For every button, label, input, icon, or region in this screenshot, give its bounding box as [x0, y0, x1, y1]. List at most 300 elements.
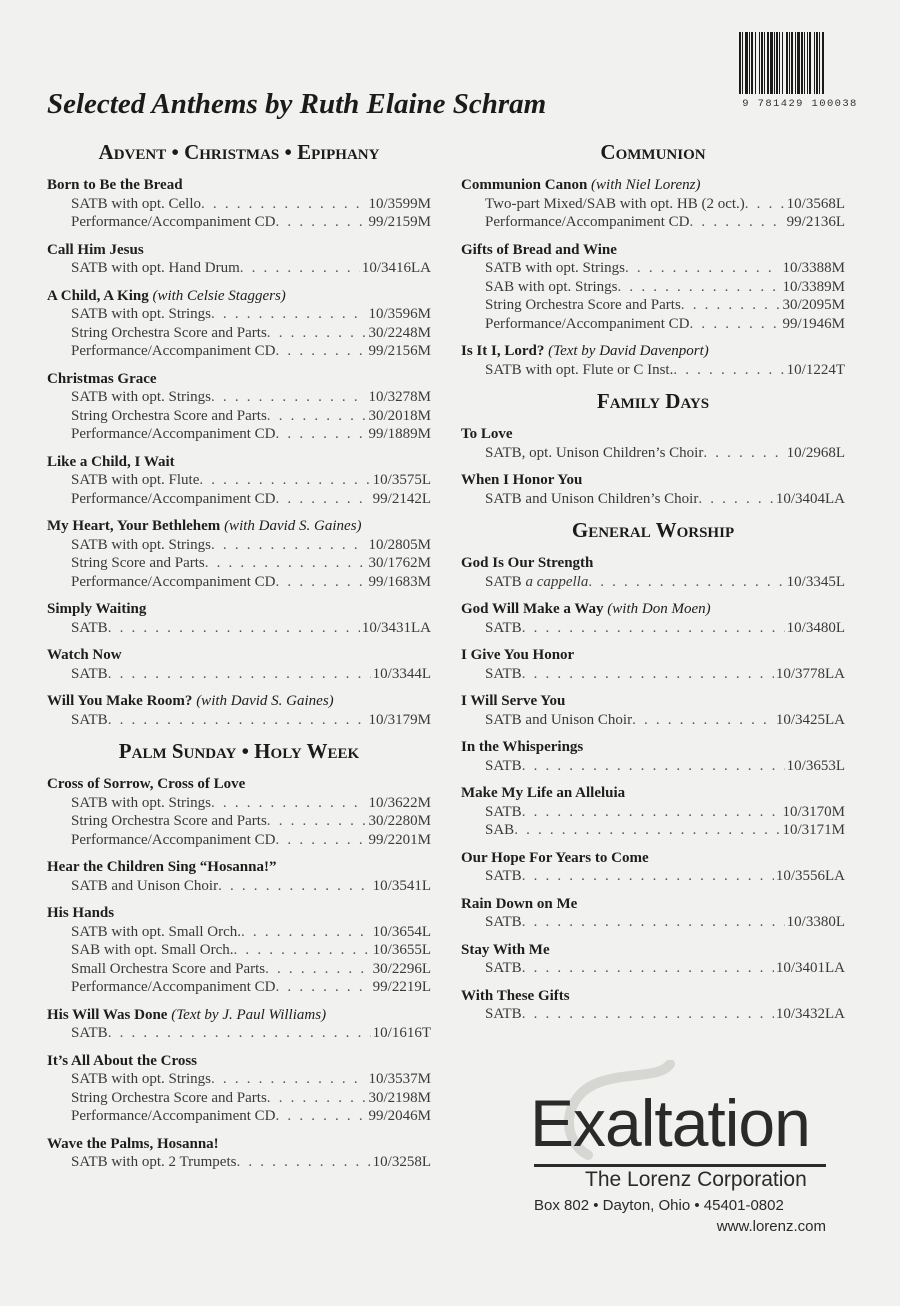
anthem-name: With These Gifts [461, 987, 570, 1004]
anthem-entry [47, 1052, 431, 1126]
anthem-entry [461, 176, 845, 232]
edition-label [71, 877, 218, 896]
edition-voicing: SATB [71, 619, 108, 636]
anthem-name: Will You Make Room? [47, 693, 193, 709]
anthem-name: God Will Make a Way [461, 601, 604, 617]
anthem-entry [461, 425, 845, 462]
dot-leader [265, 960, 371, 979]
edition-label [71, 941, 234, 960]
edition-voicing: SATB [485, 1006, 522, 1022]
edition-row [47, 407, 431, 426]
dot-leader [690, 315, 781, 334]
edition-label [485, 573, 588, 592]
edition-label [485, 665, 522, 684]
anthem-entry [47, 775, 431, 849]
edition-label [71, 324, 267, 343]
edition-label [485, 821, 514, 840]
right-column [461, 140, 845, 1034]
dot-leader [673, 361, 784, 380]
edition-code: 99/1683M [368, 573, 431, 590]
edition-code: 10/3599M [368, 195, 431, 212]
edition-code: 10/3537M [368, 1071, 431, 1087]
edition-row [461, 195, 845, 214]
edition-label [71, 213, 276, 232]
anthem-name: Simply Waiting [47, 601, 147, 617]
edition-row [47, 388, 431, 407]
edition-voicing: SATB with opt. Strings [71, 794, 212, 811]
edition-label [71, 1153, 236, 1172]
anthem-title [461, 600, 845, 619]
anthem-title [461, 425, 845, 444]
anthem-name: Make My Life an Alleluia [461, 785, 626, 801]
dot-leader [522, 959, 774, 978]
edition-code: 99/2201M [368, 831, 431, 848]
dot-leader [218, 877, 371, 896]
anthem-title [47, 775, 431, 794]
dot-leader [234, 941, 371, 960]
anthem-name: Our Hope For Years to Come [461, 849, 649, 866]
edition-row [461, 213, 845, 232]
edition-row [461, 315, 845, 334]
edition-row [461, 444, 845, 463]
edition-code: 99/2159M [368, 214, 431, 230]
edition-voicing: SAB with opt. Strings [485, 278, 618, 295]
edition-row [47, 978, 431, 997]
edition-voicing: SATB [71, 665, 108, 682]
edition-voicing: Performance/Accompaniment CD [71, 573, 276, 590]
anthem-title [461, 738, 845, 757]
anthem-entry [47, 241, 431, 278]
dot-leader [698, 490, 773, 509]
anthem-entry [461, 692, 845, 729]
anthem-name: His Will Was Done [47, 1006, 168, 1023]
anthem-title [461, 471, 845, 490]
anthem-entry [47, 453, 431, 509]
dot-leader [267, 324, 367, 343]
edition-label [485, 259, 625, 278]
edition-label [71, 831, 276, 850]
dot-leader [618, 278, 781, 297]
edition-row [47, 1107, 431, 1126]
publisher-website: www.lorenz.com [716, 1218, 826, 1235]
anthem-entry [461, 987, 845, 1024]
edition-label [485, 315, 690, 334]
anthem-name: His Hands [47, 905, 115, 921]
edition-label [485, 867, 522, 886]
edition-label [485, 296, 681, 315]
dot-leader [625, 259, 780, 278]
edition-voicing: SATB and Unison Choir [485, 711, 633, 728]
publisher-corporation: The Lorenz Corporation [585, 1168, 807, 1191]
edition-label [71, 812, 267, 831]
barcode [735, 28, 865, 122]
anthem-title [47, 176, 431, 195]
publisher-name: Exaltation [530, 1086, 810, 1160]
edition-voicing: Performance/Accompaniment CD [71, 490, 276, 507]
anthem-title [461, 646, 845, 665]
anthem-name: Call Him Jesus [47, 241, 144, 258]
anthem-entry [461, 471, 845, 508]
anthem-name: Rain Down on Me [461, 895, 578, 912]
edition-label [485, 913, 522, 932]
edition-row [47, 960, 431, 979]
edition-label [485, 490, 698, 509]
edition-voicing: SATB with opt. Strings [71, 389, 212, 405]
edition-label [485, 213, 690, 232]
edition-code: 99/1889M [368, 426, 431, 442]
edition-row [47, 213, 431, 232]
anthem-name: Cross of Sorrow, Cross of Love [47, 776, 246, 792]
edition-code: 10/3258L [372, 1154, 431, 1170]
edition-voicing: SATB [485, 868, 522, 884]
edition-label [485, 195, 745, 214]
edition-voicing: SATB with opt. Cello [71, 195, 202, 212]
edition-voicing: Performance/Accompaniment CD [71, 343, 276, 359]
anthem-title [47, 600, 431, 619]
page-title: Selected Anthems by Ruth Elaine Schram [47, 88, 547, 120]
anthem-title [461, 941, 845, 960]
edition-code: 30/1762M [368, 555, 431, 571]
anthem-title [47, 241, 431, 260]
anthem-title [47, 453, 431, 472]
edition-voicing: SATB [485, 960, 522, 976]
anthem-entry [461, 849, 845, 886]
edition-voicing: Performance/Accompaniment CD [485, 214, 690, 230]
edition-row [461, 867, 845, 886]
edition-row [47, 794, 431, 813]
anthem-entry [47, 646, 431, 683]
edition-row [461, 1005, 845, 1024]
edition-label [485, 1005, 522, 1024]
edition-voicing: SATB [485, 803, 522, 820]
dot-leader [240, 259, 360, 278]
dot-leader [267, 407, 367, 426]
edition-label [485, 444, 703, 463]
edition-row [461, 361, 845, 380]
edition-voicing: Two-part Mixed/SAB with opt. HB (2 oct.) [485, 195, 745, 212]
section-heading: Palm Sunday • Holy Week [118, 739, 360, 763]
catalog-section [461, 389, 845, 508]
anthem-title [461, 692, 845, 711]
dot-leader [276, 573, 367, 592]
edition-label [71, 407, 267, 426]
edition-label [485, 757, 522, 776]
dot-leader [276, 425, 367, 444]
edition-voicing: Performance/Accompaniment CD [71, 214, 276, 230]
anthem-title [47, 1135, 431, 1154]
edition-code: 10/3179M [368, 711, 431, 728]
anthem-entry [47, 176, 431, 232]
edition-code: 30/2018M [368, 407, 431, 424]
edition-row [47, 831, 431, 850]
dot-leader [267, 812, 367, 831]
edition-voicing: SATB with opt. Strings [485, 260, 626, 276]
anthem-title [461, 241, 845, 260]
edition-row [47, 711, 431, 730]
anthem-entry [47, 287, 431, 361]
edition-voicing: String Score and Parts [71, 555, 205, 571]
edition-voicing: Performance/Accompaniment CD [71, 426, 276, 442]
edition-code: 10/3480L [786, 619, 845, 636]
dot-leader [108, 711, 367, 730]
edition-voicing: SATB with opt. 2 Trumpets [71, 1154, 237, 1170]
edition-voicing: SATB [71, 711, 108, 728]
anthem-name: Christmas Grace [47, 370, 157, 387]
anthem-title [47, 1052, 431, 1071]
edition-label [71, 923, 241, 942]
anthem-entry [461, 941, 845, 978]
edition-row [47, 573, 431, 592]
dot-leader [267, 1089, 367, 1108]
anthem-entry [461, 895, 845, 932]
anthem-entry [47, 517, 431, 591]
edition-voicing: SATB [485, 573, 522, 590]
edition-voicing: Performance/Accompaniment CD [71, 979, 276, 995]
anthem-name: My Heart, Your Bethlehem [47, 518, 221, 534]
edition-label [71, 978, 276, 997]
anthem-credit: (Text by David Davenport) [548, 343, 709, 359]
edition-voicing: SATB with opt. Flute or C Inst. [485, 361, 674, 378]
edition-label [71, 1070, 211, 1089]
edition-row [461, 821, 845, 840]
edition-label [71, 573, 276, 592]
edition-row [461, 573, 845, 592]
edition-row [47, 554, 431, 573]
anthem-name: It’s All About the Cross [47, 1052, 198, 1069]
left-column [47, 140, 431, 1182]
edition-code: 99/1946M [782, 315, 845, 332]
anthem-title [47, 858, 431, 877]
barcode-number: 9 781429 100038 [742, 98, 858, 110]
edition-code: 10/3171M [782, 822, 845, 838]
edition-voicing: SATB with opt. Hand Drum [71, 260, 240, 276]
anthem-entry [461, 646, 845, 683]
edition-row [47, 305, 431, 324]
edition-code: 10/3778LA [775, 665, 845, 682]
anthem-name: Hear the Children Sing “Hosanna!” [47, 859, 277, 875]
edition-label [71, 425, 276, 444]
edition-code: 30/2198M [368, 1089, 431, 1106]
anthem-name: To Love [461, 426, 513, 442]
anthem-entry [47, 370, 431, 444]
anthem-name: God Is Our Strength [461, 555, 594, 571]
anthem-title [47, 646, 431, 665]
edition-voicing: String Orchestra Score and Parts [485, 297, 681, 313]
dot-leader [236, 1153, 370, 1172]
publisher-logo [530, 1060, 830, 1240]
barcode-bar [824, 32, 825, 94]
edition-label [485, 619, 522, 638]
catalog-section [47, 140, 431, 729]
edition-code: 10/3389M [782, 278, 845, 295]
anthem-title [47, 370, 431, 389]
dot-leader [276, 342, 367, 361]
edition-code: 10/3425LA [775, 711, 845, 728]
anthem-title [47, 692, 431, 711]
edition-label [71, 1024, 108, 1043]
edition-code: 10/3278M [368, 389, 431, 405]
anthem-credit: (with Celsie Staggers) [152, 287, 286, 304]
dot-leader [681, 296, 781, 315]
edition-voicing: Performance/Accompaniment CD [71, 1108, 276, 1124]
edition-code: 10/3556LA [775, 868, 845, 884]
edition-voicing: SATB with opt. Strings [71, 306, 212, 322]
edition-label [485, 361, 673, 380]
barcode-bars [739, 32, 861, 94]
edition-row [47, 619, 431, 638]
edition-label [71, 619, 108, 638]
edition-label [71, 1107, 276, 1126]
edition-label [71, 794, 211, 813]
anthem-name: Wave the Palms, Hosanna! [47, 1135, 219, 1152]
edition-label [71, 711, 108, 730]
anthem-name: When I Honor You [461, 472, 583, 488]
anthem-entry [47, 858, 431, 895]
catalog-section [461, 518, 845, 1024]
edition-row [47, 490, 431, 509]
anthem-entry [47, 1135, 431, 1172]
dot-leader [522, 1005, 774, 1024]
edition-label [71, 259, 240, 278]
edition-code: 10/3568L [786, 195, 845, 212]
edition-voicing: String Orchestra Score and Parts [71, 1089, 267, 1106]
edition-row [47, 342, 431, 361]
dot-leader [108, 619, 360, 638]
edition-code: 10/3345L [786, 573, 845, 590]
edition-row [47, 1089, 431, 1108]
edition-label [485, 711, 632, 730]
dot-leader [199, 471, 370, 490]
anthem-entry [461, 600, 845, 637]
dot-leader [276, 978, 371, 997]
edition-voicing: Performance/Accompaniment CD [485, 315, 690, 332]
dot-leader [690, 213, 785, 232]
dot-leader [241, 923, 371, 942]
edition-voicing-note: a cappella [525, 573, 589, 590]
edition-voicing: SATB with opt. Flute [71, 472, 200, 488]
anthem-name: Communion Canon [461, 177, 588, 193]
dot-leader [745, 195, 785, 214]
edition-row [47, 259, 431, 278]
edition-code: 99/2046M [368, 1108, 431, 1124]
anthem-title [461, 176, 845, 195]
anthem-credit: (with Don Moen) [607, 601, 711, 617]
anthem-entry [461, 738, 845, 775]
edition-row [461, 757, 845, 776]
edition-row [461, 711, 845, 730]
anthem-credit: (with David S. Gaines) [196, 693, 334, 709]
publisher-address: Box 802 • Dayton, Ohio • 45401-0802 [534, 1197, 784, 1214]
dot-leader [276, 1107, 367, 1126]
edition-code: 10/3655L [372, 942, 431, 958]
edition-label [71, 471, 199, 490]
edition-voicing: SATB and Unison Choir [71, 877, 219, 894]
anthem-title [47, 517, 431, 536]
edition-code: 30/2248M [368, 324, 431, 341]
edition-code: 10/1616T [372, 1025, 431, 1041]
dot-leader [632, 711, 774, 730]
edition-voicing: String Orchestra Score and Parts [71, 324, 267, 341]
dot-leader [588, 573, 784, 592]
dot-leader [514, 821, 780, 840]
dot-leader [522, 757, 785, 776]
edition-row [461, 296, 845, 315]
anthem-entry [47, 904, 431, 997]
dot-leader [276, 490, 371, 509]
anthem-name: Watch Now [47, 647, 122, 663]
edition-code: 10/3401LA [775, 960, 845, 976]
edition-label [71, 388, 211, 407]
anthem-title [461, 895, 845, 914]
anthem-title [461, 342, 845, 361]
edition-voicing: SATB [485, 914, 522, 930]
edition-code: 10/2968L [786, 444, 845, 461]
edition-label [485, 278, 618, 297]
dot-leader [211, 794, 366, 813]
edition-label [71, 960, 265, 979]
anthem-name: I Give You Honor [461, 647, 575, 663]
edition-row [461, 665, 845, 684]
anthem-entry [47, 600, 431, 637]
edition-row [47, 536, 431, 555]
edition-voicing: SAB with opt. Small Orch. [71, 942, 234, 958]
edition-label [71, 554, 205, 573]
edition-label [71, 490, 276, 509]
edition-voicing: Performance/Accompaniment CD [71, 831, 276, 848]
edition-label [71, 1089, 267, 1108]
edition-row [461, 803, 845, 822]
anthem-entry [461, 241, 845, 334]
dot-leader [522, 803, 781, 822]
anthem-title [461, 987, 845, 1006]
edition-code: 30/2296L [372, 960, 431, 977]
dot-leader [522, 619, 785, 638]
edition-voicing: SAB [485, 822, 515, 838]
edition-label [71, 536, 211, 555]
anthem-entry [461, 784, 845, 840]
section-heading: General Worship [571, 518, 735, 542]
anthem-title [47, 1006, 431, 1025]
edition-row [461, 913, 845, 932]
edition-row [461, 619, 845, 638]
dot-leader [276, 831, 367, 850]
catalog-section [461, 140, 845, 379]
edition-row [461, 278, 845, 297]
anthem-entry [47, 692, 431, 729]
dot-leader [522, 867, 774, 886]
edition-row [47, 471, 431, 490]
anthem-entry [461, 342, 845, 379]
edition-row [47, 195, 431, 214]
dot-leader [205, 554, 367, 573]
edition-row [47, 1153, 431, 1172]
edition-voicing: String Orchestra Score and Parts [71, 407, 267, 424]
edition-row [47, 812, 431, 831]
edition-label [71, 342, 276, 361]
dot-leader [522, 665, 774, 684]
anthem-name: Gifts of Bread and Wine [461, 241, 617, 258]
anthem-name: I Will Serve You [461, 693, 566, 709]
anthem-name: A Child, A King [47, 287, 149, 304]
anthem-name: Is It I, Lord? [461, 343, 545, 359]
edition-code: 10/3344L [372, 665, 431, 682]
section-heading: Family Days [596, 389, 710, 413]
edition-code: 10/3404LA [775, 490, 845, 507]
edition-code: 10/1224T [786, 361, 845, 378]
anthem-name: Born to Be the Bread [47, 177, 183, 193]
edition-row [47, 1070, 431, 1089]
edition-label [71, 665, 108, 684]
